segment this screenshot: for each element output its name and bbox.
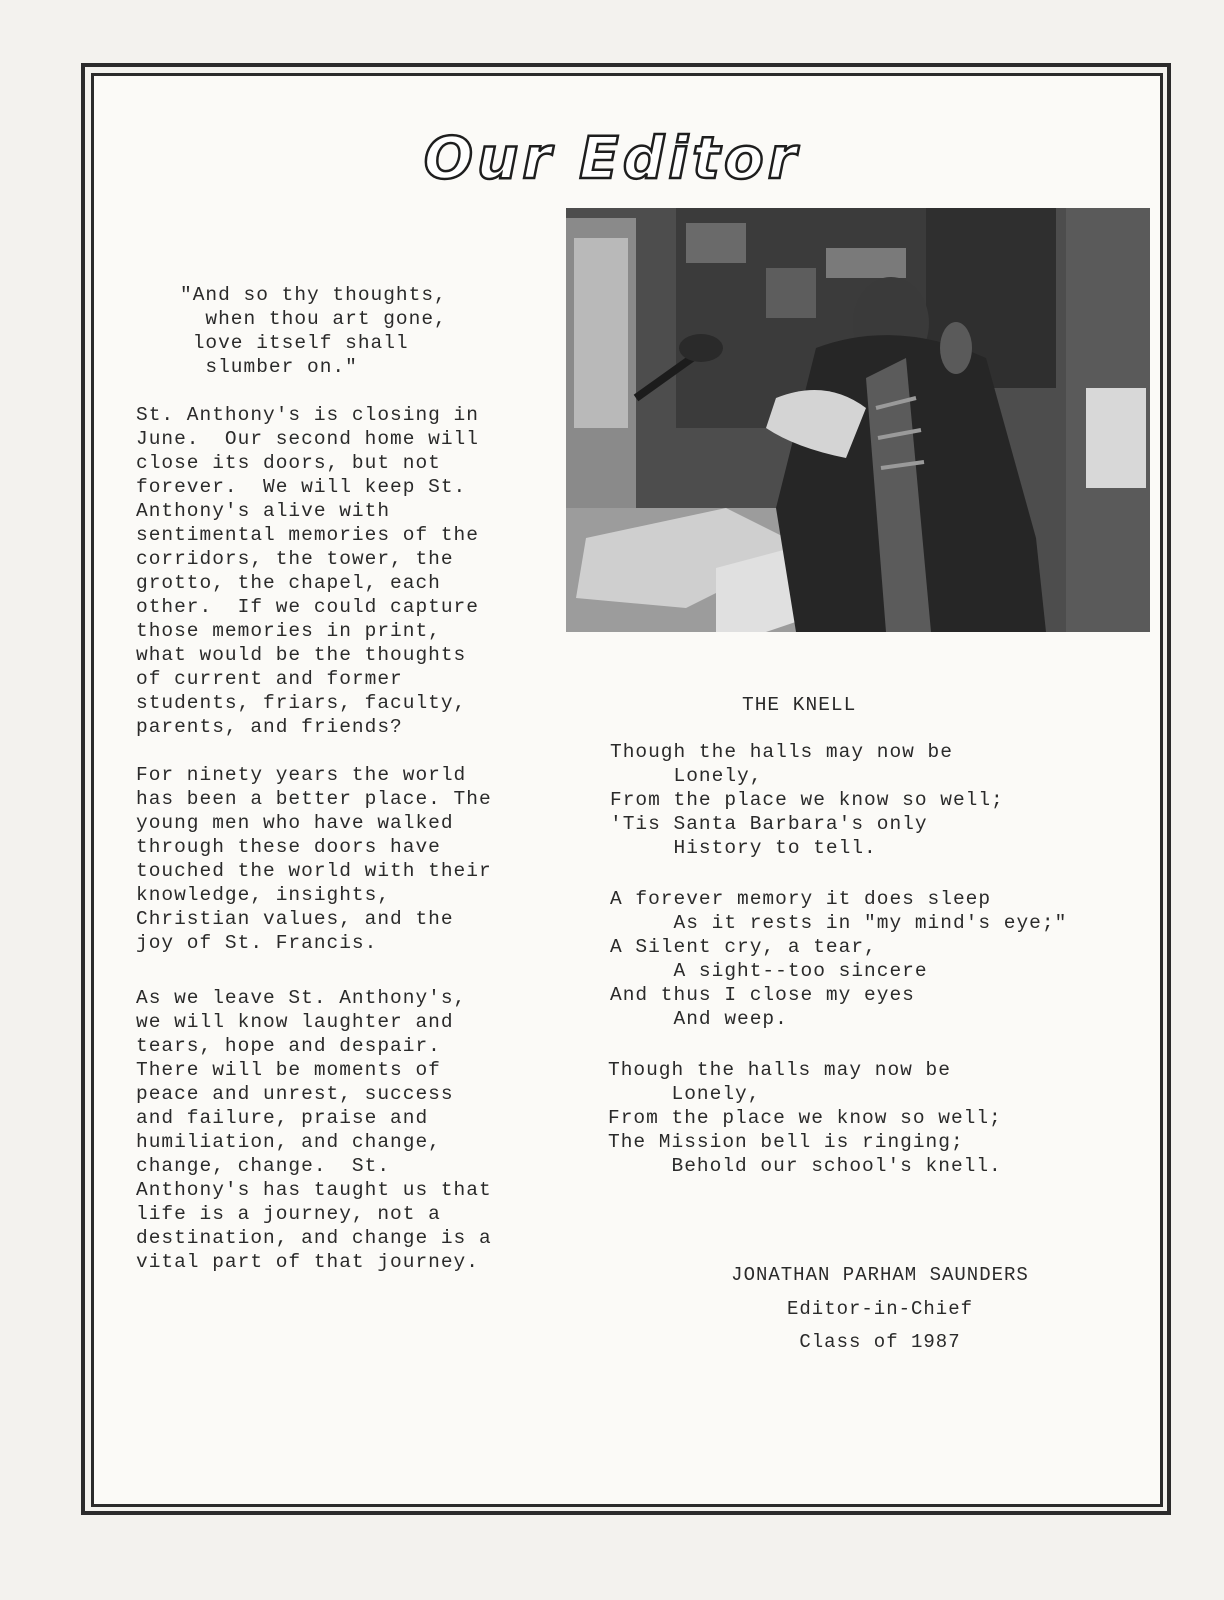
signature-role: Editor-in-Chief (786, 1298, 974, 1320)
paragraph-ninety-years: For ninety years the world has been a better place. The young men who have walked through these doors have touched the world with their knowledge, insights, Christian values, and the joy of St. Francis. (136, 764, 492, 954)
poem-stanza-2: A forever memory it does sleep As it rests in "my mind's eye;" A Silent cry, a tear, A sight--too sincere And thus I close my eyes And weep. (610, 888, 1068, 1030)
poem-stanza-3: Though the halls may now be Lonely, From the place we know so well; The Mission bell is ringing; Behold our school's knell. (608, 1059, 1002, 1177)
signature-name: JONATHAN PARHAM SAUNDERS (731, 1264, 1029, 1286)
poem-title: THE KNELL (742, 694, 857, 716)
opening-quote: "And so thy thoughts, when thou art gone, love itself shall slumber on." (180, 284, 447, 378)
editor-photo-illustration (566, 208, 1150, 632)
editor-photo (566, 208, 1150, 632)
page-title: Our Editor (423, 124, 801, 192)
paragraph-closing: St. Anthony's is closing in June. Our second home will close its doors, but not forever. We will keep St. Anthony's alive with sentimental memories of the corridors, the tower, the grotto, the chapel, each other. If we could capture those memories in print, what would be the thoughts of current and former students, friars, faculty, parents, and friends? (136, 404, 479, 738)
paragraph-leaving: As we leave St. Anthony's, we will know laughter and tears, hope and despair. There will be moments of peace and unrest, success and failure, praise and humiliation, and change, change, change. St. Anthony's has taught us that life is a journey, not a destination, and change is a vital part of that journey. (136, 987, 492, 1273)
poem-stanza-1: Though the halls may now be Lonely, From the place we know so well; 'Tis Santa Barbara's only History to tell. (610, 741, 1004, 859)
signature-class: Class of 1987 (799, 1331, 961, 1353)
